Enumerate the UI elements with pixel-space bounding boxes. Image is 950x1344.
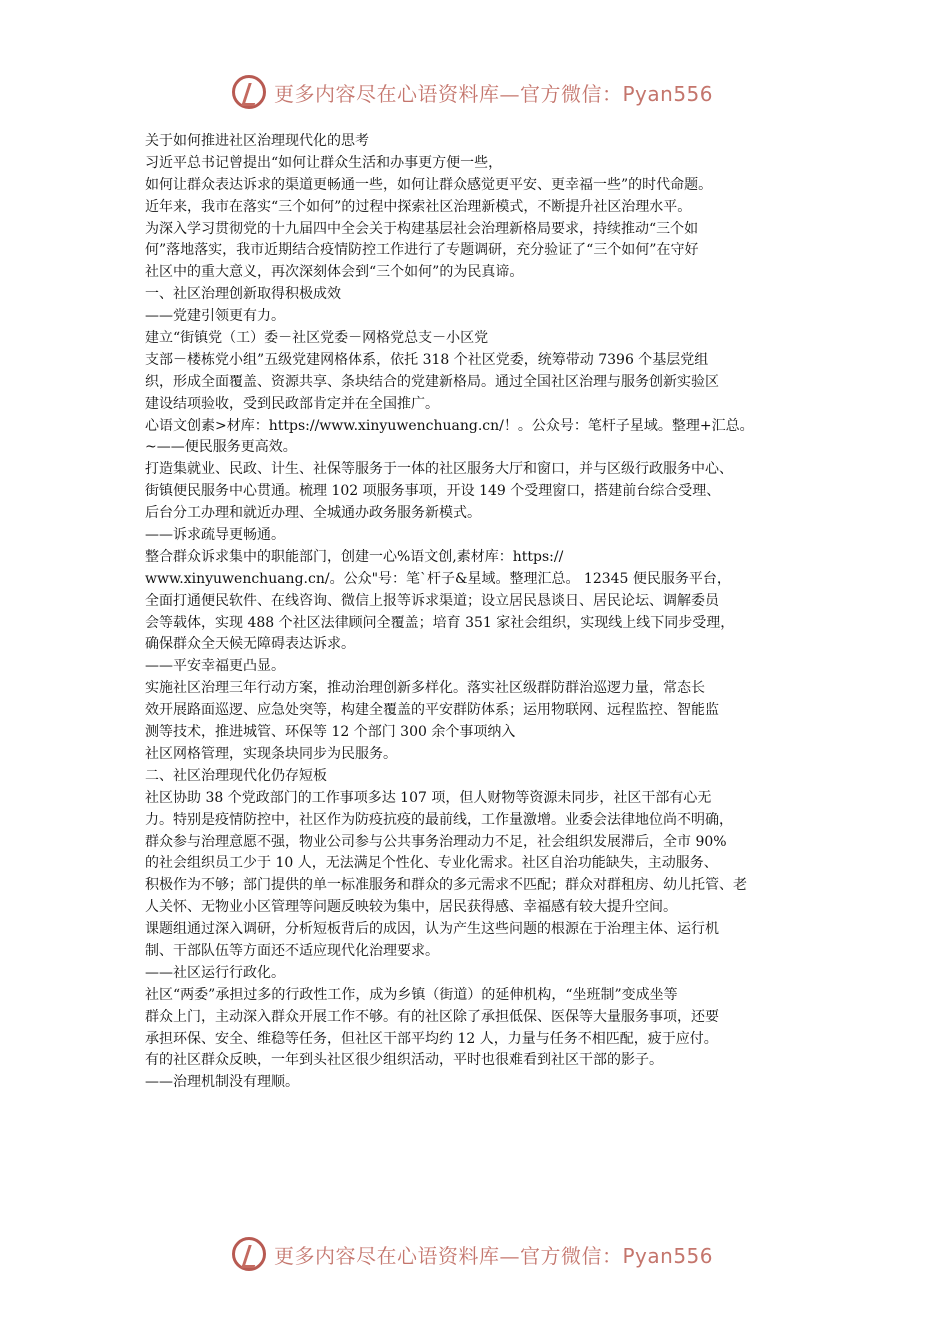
text-line: 群众上门，主动深入群众开展工作不够。有的社区除了承担低保、医保等大量服务事项，还要 [145,1008,719,1025]
text-line: 习近平总书记曾提出“如何让群众生活和办事更方便一些， [145,154,503,171]
text-line: 承担环保、安全、维稳等任务，但社区干部平均约 12 人，力量与任务不相匹配，疲于应付。 [145,1030,718,1047]
wechat-id: Pyan556 [622,1243,714,1268]
text-line: 街镇便民服务中心贯通。梳理 102 项服务事项，开设 149 个受理窗口，搭建前台综合受理、 [145,483,721,500]
text-line: ——诉求疏导更畅通。 [145,527,285,544]
text-line: 如何让群众表达诉求的渠道更畅通一些，如何让群众感觉更平安、更幸福一些”的时代命题。 [145,176,713,193]
text-line: 打造集就业、民政、计生、社保等服务于一体的社区服务大厅和窗口，并与区级行政服务中心、 [145,461,733,478]
text-line: 力。特别是疫情防控中，社区作为防疫抗疫的最前线，工作量激增。业委会法律地位尚不明确， [145,811,733,828]
text-line: 群众参与治理意愿不强，物业公司参与公共事务治理动力不足，社会组织发展滞后，全市 90% [145,833,727,850]
text-line: 建立“街镇党（工）委－社区党委－网格党总支－小区党 [145,330,489,347]
text-line: 整合群众诉求集中的职能部门，创建一心%语文创,素材库：https:// [145,548,564,565]
watermark-text [274,1240,713,1269]
text-line: ——党建引领更有力。 [145,308,285,325]
header-watermark [232,74,752,110]
logo-icon [232,75,266,109]
text-line: ——平安幸福更凸显。 [145,658,285,675]
text-line: 测等技术，推进城管、环保等 12 个部门 300 余个事项纳入 [145,724,516,741]
text-line: ——社区运行行政化。 [145,964,285,981]
text-line: www.xinyuwenchuang.cn/。公众"号：笔`杆子&星域。整理汇总。 12345 便民服务平台， [145,570,731,587]
text-line: 课题组通过深入调研，分析短板背后的成因，认为产生这些问题的根源在于治理主体、运行机 [145,921,719,938]
text-line: 制、干部队伍等方面还不适应现代化治理要求。 [145,942,439,959]
logo-icon [232,1237,266,1271]
text-line: 为深入学习贯彻党的十九届四中全会关于构建基层社会治理新格局要求，持续推动“三个如 [145,220,699,237]
watermark-label: 更多内容尽在心语资料库—官方微信： [274,1243,623,1268]
text-line: 的社会组织员工少于 10 人，无法满足个性化、专业化需求。社区自治功能缺失，主动服务、 [145,855,718,872]
text-line: 社区协助 38 个党政部门的工作事项多达 107 项，但人财物等资源未同步，社区干部有心无 [145,789,712,806]
footer-watermark [232,1236,752,1272]
watermark-label: 更多内容尽在心语资料库—官方微信： [274,81,623,106]
text-line: ——治理机制没有理顺。 [145,1074,299,1091]
text-line: 实施社区治理三年行动方案，推动治理创新多样化。落实社区级群防群治巡逻力量，常态长 [145,680,705,697]
text-line: 心语文创素>材库：https://www.xinyuwenchuang.cn/！。公众号：笔杆子星域。整理+汇总。 [145,417,754,434]
text-line: 会等载体，实现 488 个社区法律顾问全覆盖；培育 351 家社会组织，实现线上线下同步受理， [145,614,735,631]
text-line: 社区中的重大意义，再次深刻体会到“三个如何”的为民真谛。 [145,264,524,281]
text-line: 织，形成全面覆盖、资源共享、条块结合的党建新格局。通过全国社区治理与服务创新实验区 [145,373,719,390]
text-line: ~——便民服务更高效。 [145,439,297,456]
wechat-id: Pyan556 [622,81,714,106]
text-line: 何”落地落实，我市近期结合疫情防控工作进行了专题调研，充分验证了“三个如何”在守好 [145,242,699,259]
text-line: 效开展路面巡逻、应急处突等，构建全覆盖的平安群防体系；运用物联网、远程监控、智能监 [145,702,719,719]
text-line: 社区“两委”承担过多的行政性工作，成为乡镇（街道）的延伸机构，“坐班制”变成坐等 [145,986,678,1003]
text-line: 一、社区治理创新取得积极成效 [145,286,341,303]
text-line: 社区网格管理，实现条块同步为民服务。 [145,745,397,762]
text-line: 有的社区群众反映，一年到头社区很少组织活动，平时也很难看到社区干部的影子。 [145,1052,663,1069]
text-line: 人关怀、无物业小区管理等问题反映较为集中，居民获得感、幸福感有较大提升空间。 [145,899,677,916]
text-line: 关于如何推进社区治理现代化的思考 [145,133,369,149]
text-line: 支部－楼栋党小组”五级党建网格体系，依托 318 个社区党委，统筹带动 7396 个基层党组 [145,351,709,368]
watermark-text [274,78,713,107]
text-line: 建设结项验收，受到民政部肯定并在全国推广。 [145,395,439,412]
text-line: 近年来，我市在落实“三个如何”的过程中探索社区治理新模式，不断提升社区治理水平。 [145,198,692,215]
text-line: 积极作为不够；部门提供的单一标准服务和群众的多元需求不匹配；群众对群租房、幼儿托管、老 [145,877,747,894]
text-line: 确保群众全天候无障碍表达诉求。 [145,636,355,653]
document-body [145,131,835,1094]
text-line: 二、社区治理现代化仍存短板 [145,767,327,784]
text-line: 全面打通便民软件、在线咨询、微信上报等诉求渠道；设立居民恳谈日、居民论坛、调解委员 [145,592,719,609]
text-line: 后台分工办理和就近办理、全城通办政务服务新模式。 [145,505,481,522]
